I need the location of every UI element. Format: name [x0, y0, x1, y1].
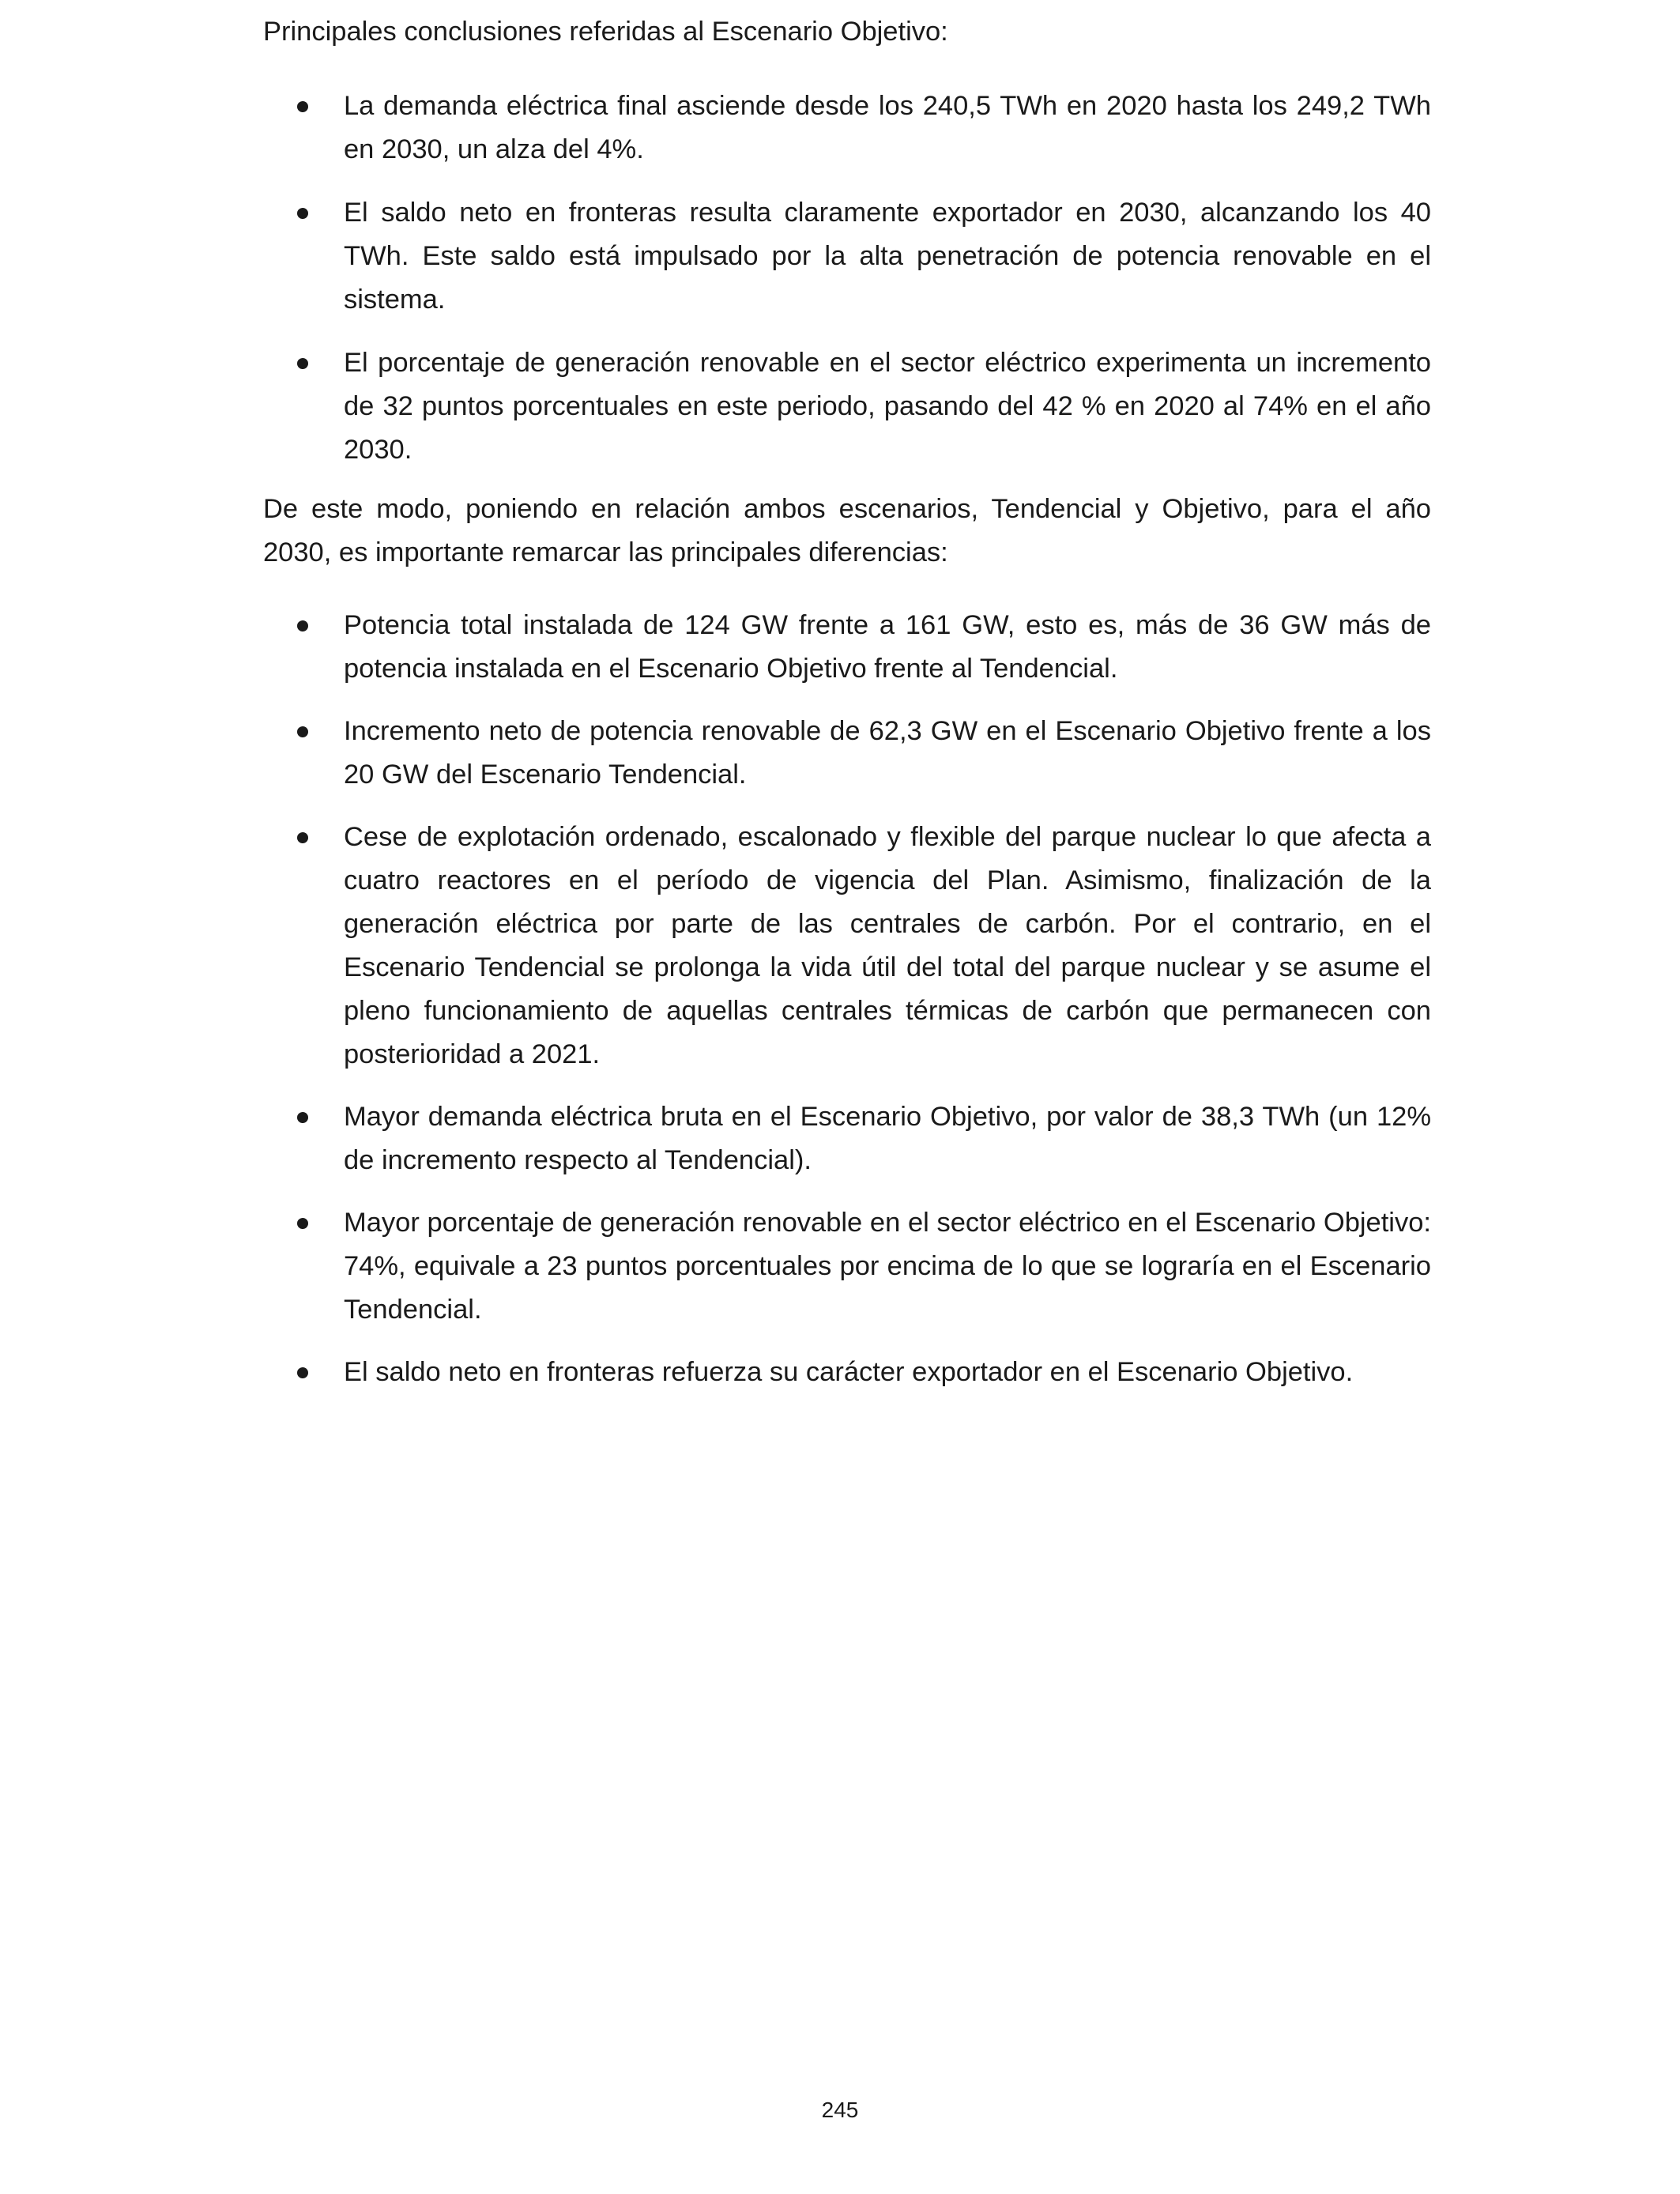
bullet-icon	[297, 1367, 308, 1378]
list-item-text: El saldo neto en fronteras refuerza su carácter exportador en el Escenario Objetivo.	[344, 1357, 1354, 1387]
bullet-icon	[297, 726, 308, 737]
page-number: 245	[821, 2098, 859, 2122]
bullet-icon	[297, 832, 308, 843]
list-item	[263, 1351, 1431, 1394]
bullet-icon	[297, 208, 308, 219]
section-intro: Principales conclusiones referidas al Escenario Objetivo:	[263, 17, 948, 47]
transition-paragraph: De este modo, poniendo en relación ambos escenarios, Tendencial y Objetivo, para el año 2030, es importante remarcar las principales diferencias:	[263, 494, 1431, 567]
list-item	[263, 191, 1431, 322]
list-item	[263, 710, 1431, 797]
list-item-text: La demanda eléctrica final asciende desde los 240,5 TWh en 2020 hasta los 249,2 TWh en 2030, un alza del 4%.	[344, 91, 1431, 164]
list-item-text: El saldo neto en fronteras resulta claramente exportador en 2030, alcanzando los 40 TWh. Este saldo está impulsado por la alta penetración de potencia renovable en el sistema.	[344, 198, 1431, 315]
list-item-text: Incremento neto de potencia renovable de 62,3 GW en el Escenario Objetivo frente a los 20 GW del Escenario Tendencial.	[344, 716, 1431, 790]
list-item	[263, 1095, 1431, 1182]
list-item-text: Cese de explotación ordenado, escalonado y flexible del parque nuclear lo que afecta a cuatro reactores en el período de vigencia del Plan. Asimismo, finalización de la generación eléctrica por parte de las centrales de carbón. Por el contrario, en el Escenario Tendencial se prolonga la vida útil del total del parque nuclear y se asume el pleno funcionamiento de aquellas centrales térmicas de carbón que permanecen con posterioridad a 2021.	[344, 822, 1431, 1069]
bullet-icon	[297, 620, 308, 631]
bullet-icon	[297, 1218, 308, 1229]
list-item-text: El porcentaje de generación renovable en el sector eléctrico experimenta un incremento de 32 puntos porcentuales en este periodo, pasando del 42 % en 2020 al 74% en el año 2030.	[344, 348, 1431, 465]
list-item	[263, 604, 1431, 691]
list-item-text: Mayor porcentaje de generación renovable en el sector eléctrico en el Escenario Objetivo: 74%, equivale a 23 puntos porcentuales por encima de lo que se lograría en el Escenario Tendencial.	[344, 1208, 1431, 1325]
list-item-text: Mayor demanda eléctrica bruta en el Escenario Objetivo, por valor de 38,3 TWh (un 12% de incremento respecto al Tendencial).	[344, 1102, 1431, 1175]
bullet-icon	[297, 1112, 308, 1123]
list-item	[263, 1201, 1431, 1332]
bullet-icon	[297, 358, 308, 369]
list-item-text: Potencia total instalada de 124 GW frente a 161 GW, esto es, más de 36 GW más de potencia instalada en el Escenario Objetivo frente al Tendencial.	[344, 610, 1431, 684]
differences-list	[263, 604, 1431, 1394]
bullet-icon	[297, 101, 308, 112]
list-item	[263, 85, 1431, 172]
list-item	[263, 816, 1431, 1076]
conclusions-list	[263, 85, 1431, 472]
list-item	[263, 341, 1431, 472]
